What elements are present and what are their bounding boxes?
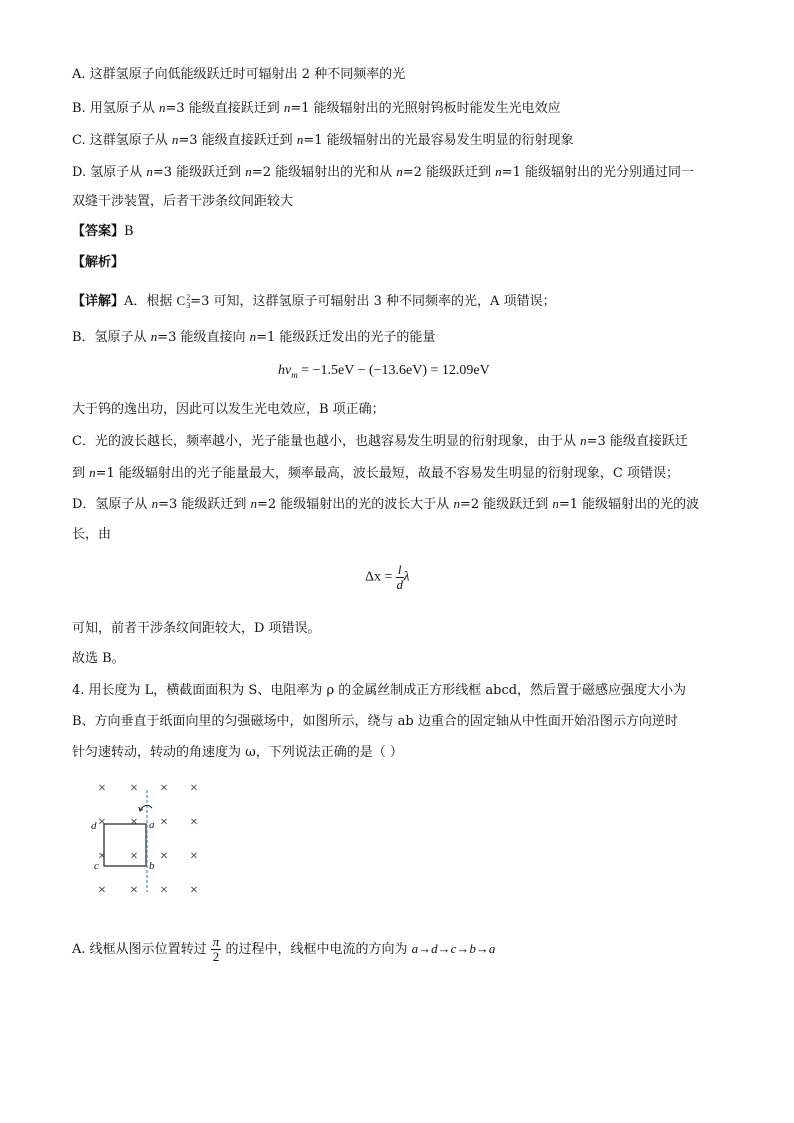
field-cross: ×: [160, 849, 168, 864]
option-d-line2: 双缝干涉装置，后者干涉条纹间距较大: [72, 194, 294, 209]
label-c: c: [94, 860, 99, 872]
final-choice: 故选 B。: [72, 651, 125, 666]
answer: 【答案】B: [72, 224, 134, 239]
q4-line3: 针匀速转动，转动的角速度为 ω，下列说法正确的是（ ）: [72, 745, 403, 760]
detail-d-line2: 长，由: [72, 527, 112, 542]
option-d: D. 氢原子从 n=3 能级跃迁到 n=2 能级辐射出的光和从 n=2 能级跃迁到 n=1 能级辐射出的光分别通过同一: [72, 164, 694, 180]
field-cross: ×: [160, 781, 168, 796]
magnetic-field-figure: [88, 772, 218, 912]
field-cross: ×: [98, 781, 106, 796]
field-cross: ×: [98, 815, 106, 830]
label-d: d: [91, 820, 97, 832]
field-cross: ×: [190, 883, 198, 898]
detail-c-line1: C．光的波长越长，频率越小，光子能量也越小，也越容易发生明显的衍射现象，由于从 n=3 能级直接跃迁: [72, 433, 688, 449]
field-cross: ×: [190, 815, 198, 830]
label-b: b: [149, 860, 155, 872]
option-a: A. 这群氢原子向低能级跃迁时可辐射出 2 种不同频率的光: [72, 67, 406, 82]
fraction-pi-over-2: $\frac{\pi}{2}$: [212, 934, 220, 964]
option-b: B. 用氢原子从 n=3 能级直接跃迁到 n=1 能级辐射出的光照射钨板时能发生光电效应: [72, 100, 561, 116]
detail-c-line2: 到 n=1 能级辐射出的光子能量最大，频率最高，波长最短，故最不容易发生明显的衍射现象，C 项错误；: [72, 465, 680, 481]
q4-line2: B、方向垂直于纸面向里的匀强磁场中，如图所示，绕与 ab 边重合的固定轴从中性面开始沿图示方向逆时: [72, 714, 678, 729]
field-cross: ×: [190, 781, 198, 796]
field-cross: ×: [98, 883, 106, 898]
option-c: C. 这群氢原子从 n=3 能级直接跃迁到 n=1 能级辐射出的光最容易发生明显的衍射现象: [72, 132, 574, 148]
field-cross: ×: [98, 849, 106, 864]
detail-b-conclusion: 大于钨的逸出功，因此可以发生光电效应，B 项正确；: [72, 402, 385, 417]
q4-option-a: A. 线框从图示位置转过 $\frac{\pi}{2}$ 的过程中，线框中电流的方向为 a→d→c→b→a: [72, 934, 496, 964]
label-a: a: [149, 819, 155, 831]
field-marks: [98, 781, 198, 898]
detail-d-line1: D．氢原子从 n=3 能级跃迁到 n=2 能级辐射出的光的波长大于从 n=2 能级跃迁到 n=1 能级辐射出的光的波: [72, 496, 700, 512]
field-cross: ×: [130, 883, 138, 898]
detail-b: B．氢原子从 n=3 能级直接向 n=1 能级跃迁发出的光子的能量: [72, 329, 436, 345]
detail-a: 【详解】A．根据 C 2 3 =3 可知，这群氢原子可辐射出 3 种不同频率的光，A 项错误；: [72, 293, 556, 311]
q4-line1: 4. 用长度为 L，横截面面积为 S、电阻率为 ρ 的金属丝制成正方形线框 abcd，然后置于磁感应强度大小为: [72, 683, 687, 698]
field-cross: ×: [130, 781, 138, 796]
field-cross: ×: [130, 849, 138, 864]
field-cross: ×: [160, 815, 168, 830]
fraction-l-over-d: $\frac{l}{d}$: [396, 562, 403, 592]
energy-equation: $h\nu_m = -1.5eV - (-13.6eV) = 12.09eV$: [278, 363, 490, 380]
analysis-label: 【解析】: [72, 255, 125, 270]
combination-symbol: C 2 3: [176, 293, 191, 311]
square-loop: [104, 824, 146, 866]
fringe-equation: Δx = $\frac{l}{d}$ λ: [365, 562, 410, 592]
field-cross: ×: [190, 849, 198, 864]
field-cross: ×: [130, 815, 138, 830]
field-cross: ×: [160, 883, 168, 898]
detail-d-conclusion: 可知，前者干涉条纹间距较大，D 项错误。: [72, 621, 321, 636]
